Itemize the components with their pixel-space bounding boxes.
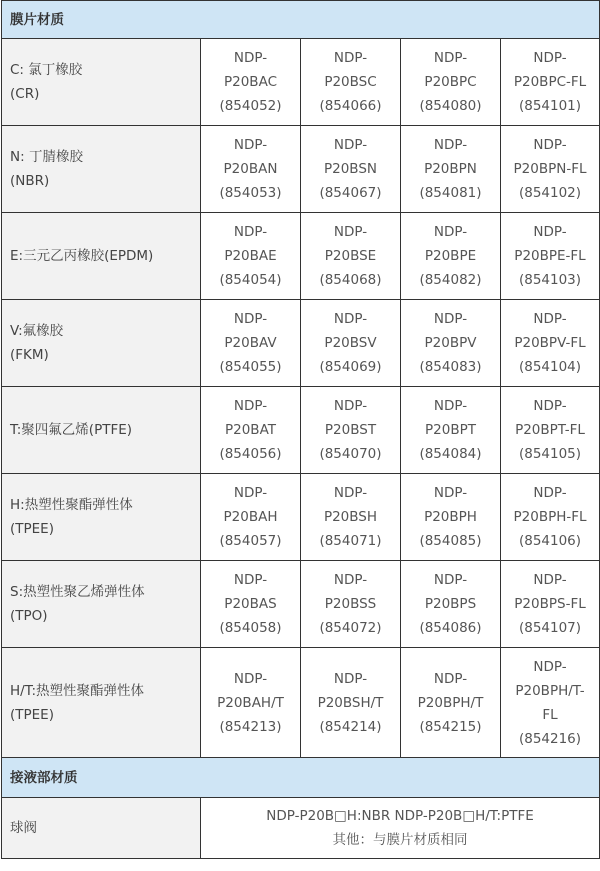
model-text-line: (854072) <box>319 620 382 636</box>
model-text-line: P20BPN <box>424 161 477 177</box>
model-text-line: P20BAS <box>224 596 277 612</box>
model-text-line: NDP- <box>533 658 567 675</box>
model-text-line: (854083) <box>419 359 482 375</box>
model-text-line: (854085) <box>419 533 482 549</box>
model-text-line: P20BSC <box>324 74 377 90</box>
material-row <box>2 126 600 213</box>
material-label-code: (FKM) <box>10 347 49 363</box>
model-text-line: (854054) <box>219 272 282 288</box>
model-text-line: P20BPT <box>425 422 476 438</box>
model-text-line: (854107) <box>518 620 582 636</box>
model-cell <box>201 561 301 648</box>
model-text-line: (854057) <box>219 533 282 549</box>
model-text-line: (854066) <box>319 98 382 114</box>
model-text-line: P20BPS <box>424 596 477 612</box>
model-text-line: NDP- <box>333 311 368 327</box>
model-text-line: NDP- <box>533 137 567 153</box>
model-cell <box>501 474 600 561</box>
material-label-code: (TPO) <box>10 608 48 624</box>
model-text-line: (854055) <box>219 359 282 375</box>
model-text-line: P20BSS <box>324 596 377 612</box>
model-text-line: (854215) <box>419 718 482 735</box>
model-cell <box>501 126 600 213</box>
model-cell <box>301 648 401 758</box>
model-cell <box>201 474 301 561</box>
model-text-line: P20BAN <box>223 161 278 177</box>
model-text-line: NDP- <box>533 224 567 240</box>
model-text-line: (854102) <box>518 185 582 201</box>
material-label <box>2 126 201 213</box>
material-row <box>2 387 600 474</box>
model-text-line: (854070) <box>319 446 382 462</box>
model-text-line: (854071) <box>319 533 382 549</box>
model-cell <box>501 39 600 126</box>
model-text-line: (854058) <box>219 620 282 636</box>
model-text-line: NDP- <box>333 572 368 588</box>
model-cell <box>301 387 401 474</box>
model-text-line: (854082) <box>419 272 482 288</box>
model-text-line: NDP- <box>433 224 468 240</box>
model-cell <box>201 213 301 300</box>
model-cell <box>401 387 501 474</box>
model-text-line: P20BPN-FL <box>513 161 587 177</box>
model-text-line: NDP- <box>533 572 567 588</box>
model-text-line: NDP- <box>433 311 468 327</box>
wetted-section-title: 接液部材质 <box>2 758 600 798</box>
model-text-line: NDP- <box>233 311 268 327</box>
model-text-line: P20BAH/T <box>217 694 284 711</box>
model-text-line: (854105) <box>518 446 582 462</box>
material-label <box>2 474 201 561</box>
membrane-section-row <box>2 1 600 39</box>
model-text-line: NDP- <box>333 398 368 414</box>
model-cell <box>201 387 301 474</box>
model-text-line: P20BAT <box>224 422 276 438</box>
material-label-code: (CR) <box>10 86 40 102</box>
model-cell <box>501 648 600 758</box>
model-text-line: P20BPV-FL <box>514 335 586 351</box>
model-text-line: P20BPC <box>424 74 477 90</box>
model-cell <box>301 213 401 300</box>
material-row <box>2 213 600 300</box>
material-label-line: N: 丁腈橡胶 <box>10 149 83 165</box>
model-text-line: NDP- <box>433 50 468 66</box>
material-row <box>2 648 600 758</box>
model-text-line: NDP- <box>533 311 567 327</box>
model-text-line: NDP- <box>533 398 567 414</box>
model-cell <box>301 126 401 213</box>
model-text-line: P20BAH <box>223 509 278 525</box>
model-text-line: FL <box>542 706 558 723</box>
model-text-line: (854214) <box>319 718 382 735</box>
model-text-line: (854056) <box>219 446 282 462</box>
model-cell <box>501 387 600 474</box>
material-label-code: (TPEE) <box>10 706 54 723</box>
model-text-line: (854081) <box>419 185 482 201</box>
model-text-line: (854069) <box>319 359 382 375</box>
model-text-line: (854067) <box>319 185 382 201</box>
model-cell <box>201 648 301 758</box>
model-text-line: NDP- <box>433 572 468 588</box>
material-row <box>2 561 600 648</box>
ball-valve-value <box>201 798 600 859</box>
ball-valve-row <box>2 798 600 859</box>
model-text-line: P20BPH/T <box>417 694 484 711</box>
material-label-line: H/T:热塑性聚酯弹性体 <box>10 682 145 699</box>
model-text-line: P20BPV <box>424 335 477 351</box>
wetted-section-row <box>2 758 600 798</box>
model-text-line: NDP- <box>233 670 268 687</box>
model-cell <box>401 39 501 126</box>
model-cell <box>301 474 401 561</box>
model-text-line: (854101) <box>518 98 582 114</box>
model-text-line: NDP- <box>433 137 468 153</box>
ball-valve-line: 其他：与膜片材质相同 <box>332 832 468 848</box>
model-cell <box>201 126 301 213</box>
material-label <box>2 387 201 474</box>
model-text-line: NDP- <box>533 485 567 501</box>
model-text-line: NDP- <box>433 485 468 501</box>
model-text-line: P20BSH <box>323 509 378 525</box>
model-cell <box>201 39 301 126</box>
material-label-line: S:热塑性聚乙烯弹性体 <box>10 584 145 600</box>
model-text-line: P20BSH/T <box>317 694 384 711</box>
model-text-line: P20BSV <box>324 335 377 351</box>
model-text-line: P20BPT-FL <box>515 422 585 438</box>
material-row <box>2 300 600 387</box>
model-text-line: NDP- <box>233 137 268 153</box>
material-row <box>2 474 600 561</box>
model-text-line: (854068) <box>319 272 382 288</box>
model-text-line: P20BPE <box>424 248 477 264</box>
model-text-line: (854216) <box>518 730 582 747</box>
model-text-line: (854052) <box>219 98 282 114</box>
material-label-line: T:聚四氟乙烯(PTFE) <box>10 422 133 438</box>
model-text-line: P20BPE-FL <box>514 248 586 264</box>
model-text-line: NDP- <box>433 398 468 414</box>
material-table <box>1 0 600 859</box>
model-text-line: NDP- <box>333 224 368 240</box>
model-text-line: P20BPH-FL <box>513 509 587 525</box>
model-text-line: P20BPH <box>424 509 477 525</box>
model-cell <box>401 126 501 213</box>
model-text-line: P20BPC-FL <box>513 74 587 90</box>
model-text-line: P20BST <box>324 422 377 438</box>
model-text-line: NDP- <box>333 670 368 687</box>
model-text-line: P20BAV <box>224 335 277 351</box>
ball-valve-label: 球阀 <box>2 798 201 859</box>
model-text-line: P20BSN <box>323 161 377 177</box>
model-text-line: P20BPH/T- <box>515 682 585 699</box>
material-label <box>2 213 201 300</box>
material-label <box>2 39 201 126</box>
model-cell <box>501 561 600 648</box>
model-text-line: (854104) <box>518 359 582 375</box>
model-text-line: NDP- <box>233 224 268 240</box>
model-cell <box>201 300 301 387</box>
model-cell <box>301 300 401 387</box>
model-text-line: NDP- <box>233 50 268 66</box>
model-text-line: NDP- <box>233 572 268 588</box>
model-cell <box>401 648 501 758</box>
model-text-line: (854103) <box>518 272 582 288</box>
material-label <box>2 300 201 387</box>
model-cell <box>401 474 501 561</box>
model-text-line: NDP- <box>233 485 268 501</box>
model-text-line: (854086) <box>419 620 482 636</box>
model-text-line: P20BPS-FL <box>514 596 586 612</box>
model-text-line: NDP- <box>333 485 368 501</box>
model-cell <box>501 213 600 300</box>
model-cell <box>401 213 501 300</box>
material-label-line: H:热塑性聚酯弹性体 <box>10 497 133 513</box>
model-text-line: (854080) <box>419 98 482 114</box>
material-label-code: (NBR) <box>10 173 50 189</box>
model-cell <box>301 561 401 648</box>
material-row <box>2 39 600 126</box>
model-text-line: (854106) <box>518 533 582 549</box>
model-text-line: NDP- <box>333 137 368 153</box>
material-label-line: V:氟橡胶 <box>10 323 64 339</box>
model-cell <box>401 300 501 387</box>
ball-valve-line: NDP-P20B□H:NBR NDP-P20B□H/T:PTFE <box>266 808 534 824</box>
material-label-code: (TPEE) <box>10 521 54 537</box>
material-label <box>2 561 201 648</box>
model-cell <box>401 561 501 648</box>
model-text-line: P20BSE <box>324 248 377 264</box>
model-text-line: (854213) <box>219 718 282 735</box>
model-text-line: P20BAC <box>223 74 277 90</box>
model-cell <box>501 300 600 387</box>
model-text-line: NDP- <box>533 50 567 66</box>
material-label <box>2 648 201 758</box>
model-text-line: NDP- <box>433 670 468 687</box>
model-text-line: P20BAE <box>224 248 277 264</box>
material-label-line: E:三元乙丙橡胶(EPDM) <box>10 248 154 264</box>
model-text-line: NDP- <box>233 398 268 414</box>
membrane-section-title: 膜片材质 <box>2 1 600 39</box>
material-label-line: C: 氯丁橡胶 <box>10 62 83 78</box>
model-text-line: (854084) <box>419 446 482 462</box>
model-text-line: (854053) <box>219 185 282 201</box>
model-cell <box>301 39 401 126</box>
model-text-line: NDP- <box>333 50 368 66</box>
